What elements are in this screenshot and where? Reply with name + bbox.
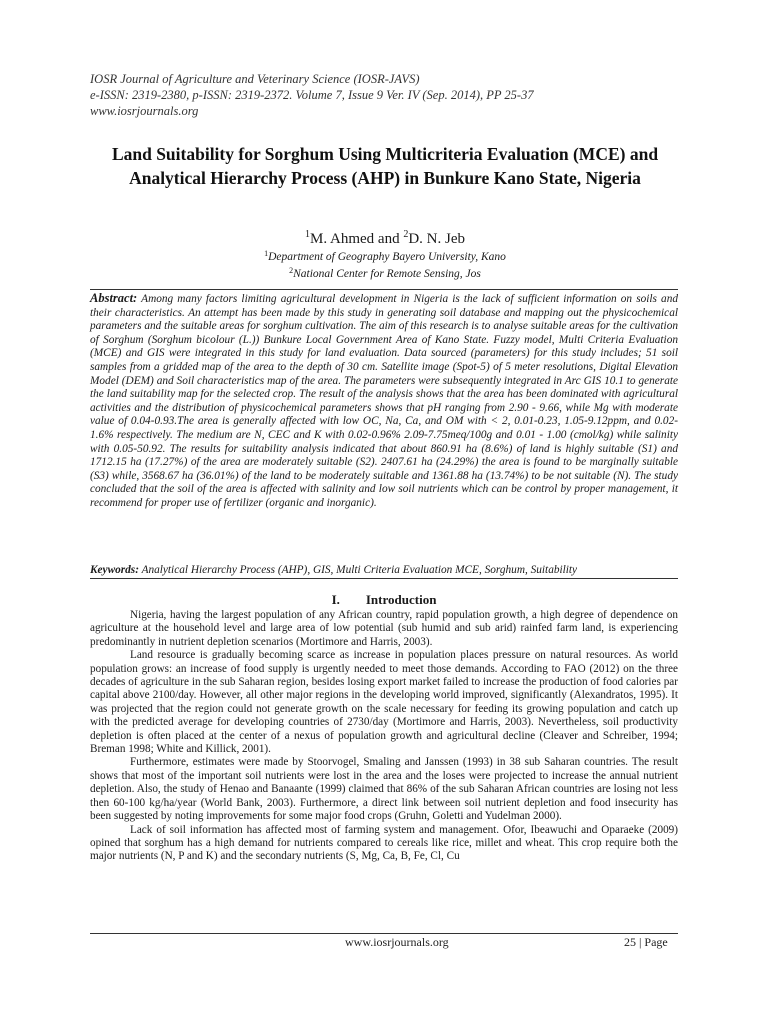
body-paragraph-2: Land resource is gradually becoming scarce as increase in population places pressure on natural resources. As world population grows: an increase of food supply is urgently needed to meet those demands. According to FAO (2012) on the three decades of agriculture in the sub Saharan region, besides losing export market failed to increase the production of food calories par capital above 2100/day. However, all other major regions in the developing world improved, significantly (Alexandratos, 1995). It was projected that the region could not generate growth on the scale necessary for feeding its growing population and catch up with the predicted average for developing countries of 2730/day (Mortimore and Harris, 2003). Nevertheless, soil productivity depletion is often placed at the center of a nexus of population growth and agricultural decline (Cleaver and Schreiber, 1994; Breman 1998; White and Killick, 2001). <box>90 649 678 756</box>
affiliation-2-text: National Center for Remote Sensing, Jos <box>293 268 481 280</box>
section-heading <box>90 592 678 608</box>
body-text <box>90 609 678 864</box>
paper-title: Land Suitability for Sorghum Using Multicriteria Evaluation (MCE) and Analytical Hierarchy Process (AHP) in Bunkure Kano State, Nigeria <box>111 144 659 188</box>
affiliation-1-superscript: 1 <box>264 249 269 258</box>
author2-superscript: 2 <box>403 229 409 240</box>
body-paragraph-3: Furthermore, estimates were made by Stoorvogel, Smaling and Janssen (1993) in 38 sub Saharan countries. The result shows that most of the important soil nutrients were lost in the area and the loses were projected to increase the annual nutrient depletion. Also, the study of Henao and Banaante (1999) claimed that 86% of the sub Saharan African countries are losing not less then 60-100 kg/ha/year (World Bank, 2003). Furthermore, a direct link between soil nutrient depletion and food insecurity has been suggested by noting improvements for some major food crops (Gruhn, Goletti and Yudelman 2000). <box>90 756 678 823</box>
affiliation-2 <box>92 264 678 281</box>
section-title: Introduction <box>365 592 437 607</box>
journal-issn: e-ISSN: 2319-2380, p-ISSN: 2319-2372. Volume 7, Issue 9 Ver. IV (Sep. 2014), PP 25-37 <box>90 88 534 102</box>
author1-name: M. Ahmed and <box>310 231 404 247</box>
journal-name: IOSR Journal of Agriculture and Veterinary Science (IOSR-JAVS) <box>90 72 420 86</box>
journal-website: www.iosrjournals.org <box>90 104 199 118</box>
body-paragraph-1: Nigeria, having the largest population of any African country, rapid population growth, a high degree of dependence on agriculture at the household level and large area of low potential (sub humid and sub arid) rainfed farm land, is experiencing predominantly in nutrient depletion scenarios (Mortimore and Harris, 2003). <box>90 609 678 648</box>
abstract-block <box>90 292 678 511</box>
affiliations <box>92 247 678 281</box>
affiliation-1-text: Department of Geography Bayero University, Kano <box>268 251 506 263</box>
footer-page-number: 25 | Page <box>624 935 668 949</box>
section-number: I. <box>331 592 340 607</box>
author-line <box>92 226 678 248</box>
author2-name: D. N. Jeb <box>408 231 465 247</box>
body-paragraph-4: Lack of soil information has affected most of farming system and management. Ofor, Ibeawuchi and Oparaeke (2009) opined that sorghum has a high demand for nutrients compared to cereals like rice, millet and wheat. This crop require both the major nutrients (N, P and K) and the secondary nutrients (S, Mg, Ca, B, Fe, Cl, Cu <box>90 823 678 863</box>
affiliation-1 <box>92 247 678 264</box>
affiliation-2-superscript: 2 <box>289 266 294 275</box>
footer-url: www.iosrjournals.org <box>345 935 449 949</box>
keywords-line <box>90 563 678 577</box>
journal-header <box>90 71 690 119</box>
abstract-bottom-rule <box>90 578 678 579</box>
author1-superscript: 1 <box>305 229 310 240</box>
abstract-top-rule <box>90 289 678 290</box>
keywords-label: Keywords: <box>90 564 139 576</box>
abstract-label: Abstract: <box>90 291 138 305</box>
abstract-text: Among many factors limiting agricultural development in Nigeria is the lack of sufficient information on soils and their characteristics. An attempt has been made by this study in generating soil database and mapping out the physicochemical parameters and the suitable areas for sorghum cultivation. The aim of this research is to analyse suitable areas for the cultivation of Sorghum (Sorghum bicolour (L.)) Bunkure Local Government Area of Kano State. Fuzzy model, Multi Criteria Evaluation (MCE) and GIS were integrated in this study for land evaluation. Data sourced (parameters) for this study includes; 51 soil samples from a gridded map of the area to the depth of 30 cm. Satellite image (Spot-5) of 5 meter resolutions, Digital Elevation Model (DEM) and Soil characteristics map of the area. The parameters were subsequently integrated in Arc GIS 10.1 to generate the land suitability map for the selected crop. The result of the analysis shows that the area has been dominated with agricultural activities and the distribution of physicochemical parameters shows that pH ranging from 2.90 - 9.66, while Mg with moderate value of 0.04-0.93.The area is generally affected with low OC, Na, Ca, and OM with < 2, 0.01-0.23, 1.05-9.12ppm, and 0.02-1.6% respectively. The medium are N, CEC and K with 0.02-0.96% 2.09-7.75meq/100g and 0.01 - 1.00 (cmol/kg) while salinity with 0.05-50.92. The results for suitability analysis indicated that about 860.91 ha (8.6%) of land is highly suitable (S1) and 1712.15 ha (17.27%) of the area are moderately suitable (S2). 2407.61 ha (24.29%) the area is found to be marginally suitable (S3) while, 3568.67 ha (36.01%) of the land to be moderately suitable and 1361.88 ha (13.74%) to be not suitable (N). The study concluded that the soil of the area is affected with salinity and low soil nutrients which can be control by proper management, it recommend for proper use of fertilizer (organic and inorganic). <box>90 293 678 509</box>
keywords-text: Analytical Hierarchy Process (AHP), GIS, Multi Criteria Evaluation MCE, Sorghum, Suitability <box>138 564 578 576</box>
footer-rule <box>90 933 678 934</box>
